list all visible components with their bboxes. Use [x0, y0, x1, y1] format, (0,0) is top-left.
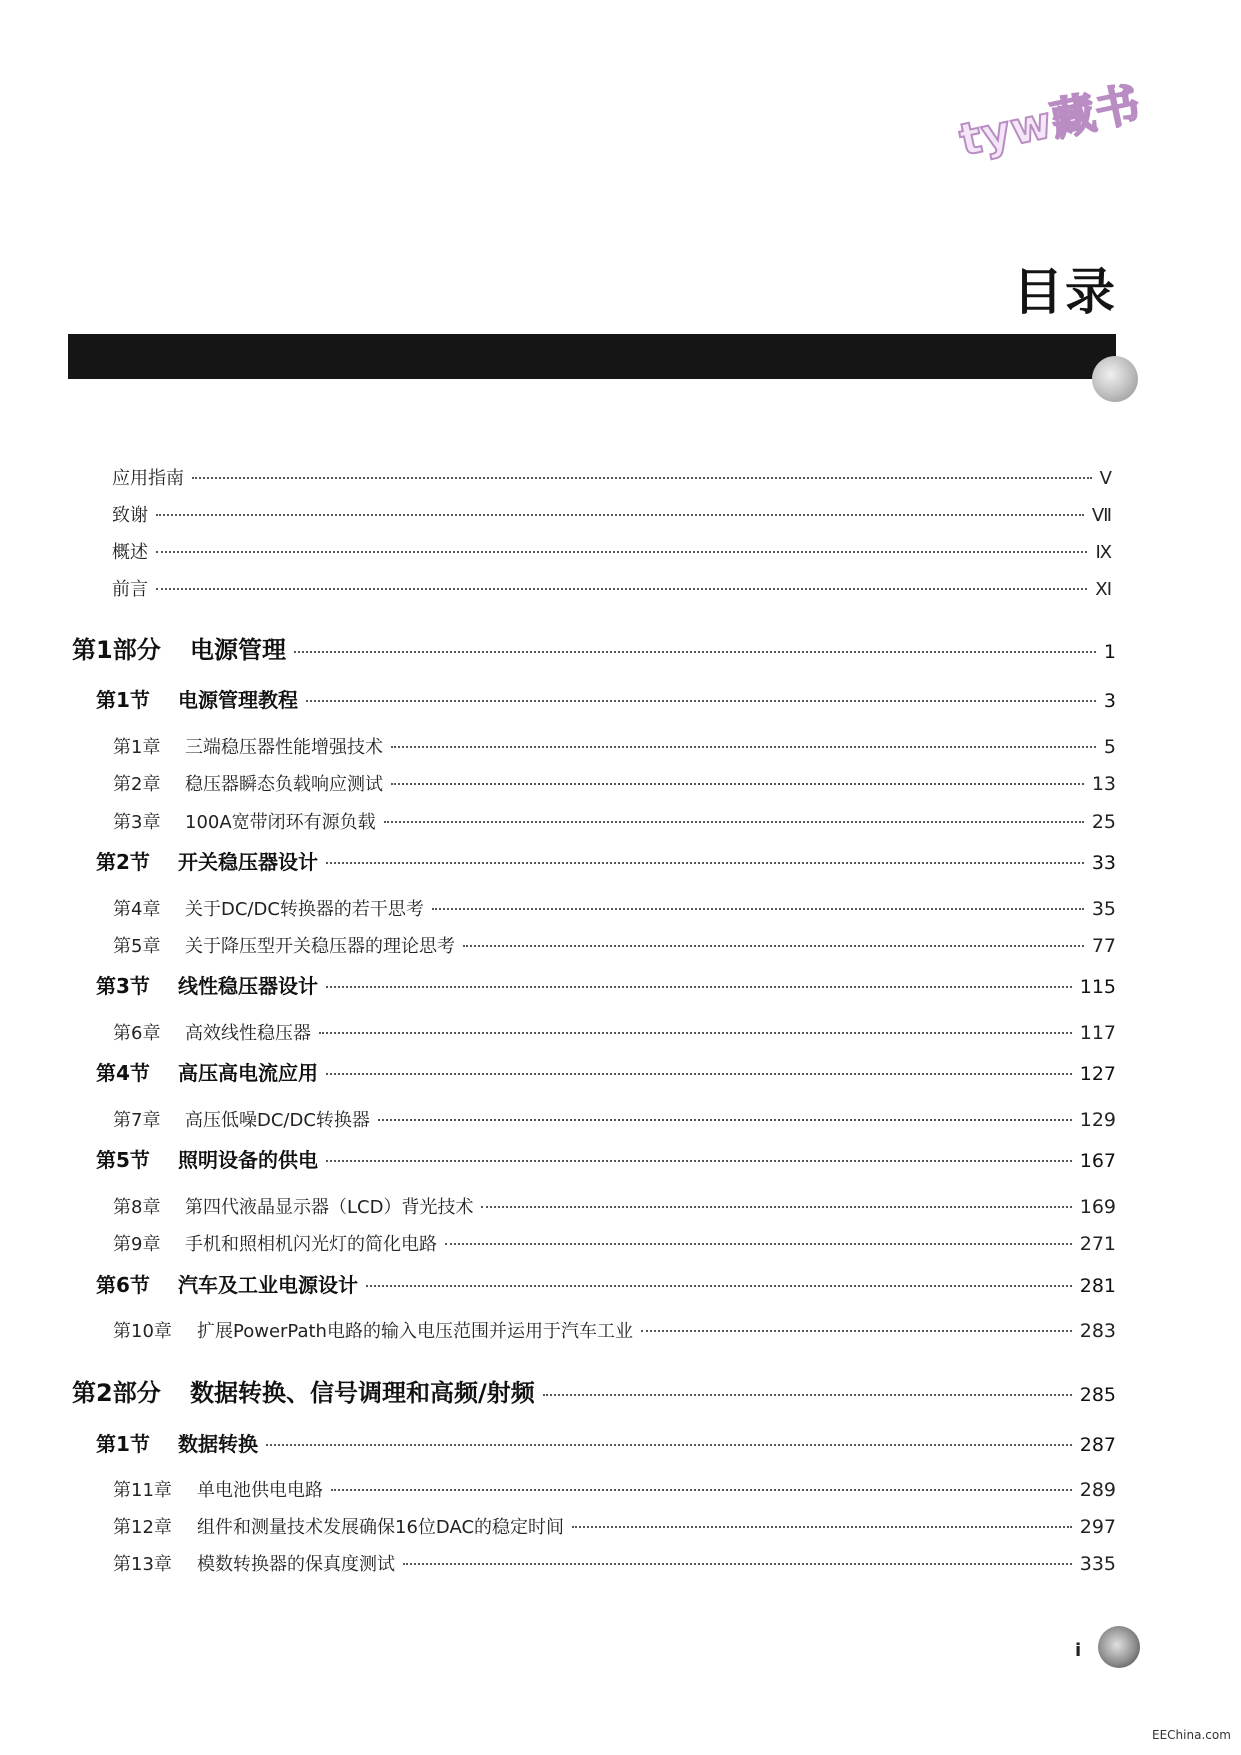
dot-leader: [481, 1206, 1071, 1208]
toc-part[interactable]: [72, 630, 1116, 665]
chapter-title: 手机和照相机闪光灯的简化电路: [185, 1234, 437, 1255]
toc-page: V: [1099, 468, 1112, 489]
dot-leader: [306, 700, 1096, 702]
chapter-number: 第8章: [113, 1197, 161, 1218]
toc-front-item[interactable]: [112, 464, 1112, 490]
dot-leader: [403, 1563, 1072, 1565]
toc-page: 5: [1103, 736, 1116, 758]
chapter-number: 第13章: [113, 1554, 172, 1575]
section-title: 线性稳压器设计: [178, 974, 318, 998]
toc-page: 25: [1091, 811, 1116, 833]
toc-section[interactable]: [96, 970, 1116, 999]
chapter-title: 关于DC/DC转换器的若干思考: [185, 899, 424, 920]
toc-section[interactable]: [96, 1144, 1116, 1173]
toc-chapter[interactable]: [113, 1317, 1116, 1343]
chapter-number: 第6章: [113, 1023, 161, 1044]
toc-page: 115: [1079, 976, 1116, 998]
toc-chapter[interactable]: [113, 770, 1116, 796]
chapter-title: 高效线性稳压器: [185, 1023, 311, 1044]
dot-leader: [266, 1444, 1072, 1446]
chapter-number: 第9章: [113, 1234, 161, 1255]
dot-leader: [319, 1032, 1072, 1034]
toc-chapter[interactable]: [113, 808, 1116, 834]
toc-page: 335: [1079, 1553, 1116, 1575]
toc-page: 3: [1103, 690, 1116, 712]
dot-leader: [366, 1285, 1072, 1287]
toc-page: 271: [1079, 1233, 1116, 1255]
toc-title: 概述: [112, 542, 148, 563]
part-title: 数据转换、信号调理和高频/射频: [190, 1379, 535, 1407]
toc-title: 应用指南: [112, 468, 184, 489]
part-number: 第2部分: [72, 1379, 161, 1407]
toc-page: 1: [1103, 641, 1116, 663]
watermark-stamp: tyw藏书: [955, 78, 1146, 167]
section-number: 第2节: [96, 850, 150, 874]
chapter-number: 第1章: [113, 737, 161, 758]
chapter-title: 稳压器瞬态负载响应测试: [185, 774, 383, 795]
toc-section[interactable]: [96, 1428, 1116, 1457]
dot-leader: [326, 1160, 1072, 1162]
toc-page: 117: [1079, 1022, 1116, 1044]
dot-leader: [156, 588, 1087, 590]
chapter-title: 组件和测量技术发展确保16位DAC的稳定时间: [197, 1517, 565, 1538]
chapter-title: 三端稳压器性能增强技术: [185, 737, 383, 758]
toc-section[interactable]: [96, 684, 1116, 713]
dot-leader: [326, 862, 1084, 864]
toc-page: 283: [1079, 1320, 1116, 1342]
chapter-title: 第四代液晶显示器（LCD）背光技术: [185, 1197, 474, 1218]
toc-page: 297: [1079, 1516, 1116, 1538]
toc-page: Ⅸ: [1095, 542, 1112, 563]
chapter-number: 第4章: [113, 899, 161, 920]
dot-leader: [326, 1073, 1072, 1075]
section-title: 高压高电流应用: [178, 1061, 318, 1085]
chapter-number: 第3章: [113, 812, 161, 833]
toc-chapter[interactable]: [113, 932, 1116, 958]
site-credit: EEChina.com: [1152, 1728, 1231, 1742]
toc-title: 致谢: [112, 505, 148, 526]
toc-section[interactable]: [96, 1057, 1116, 1086]
chapter-title: 模数转换器的保真度测试: [197, 1554, 395, 1575]
toc-section[interactable]: [96, 1269, 1116, 1298]
toc-page: 289: [1079, 1479, 1116, 1501]
decorative-circle: [1098, 1626, 1140, 1668]
section-title: 汽车及工业电源设计: [178, 1273, 358, 1297]
chapter-number: 第7章: [113, 1110, 161, 1131]
toc-page: 287: [1079, 1434, 1116, 1456]
toc-chapter[interactable]: [113, 1230, 1116, 1256]
dot-leader: [331, 1489, 1072, 1491]
chapter-title: 关于降压型开关稳压器的理论思考: [185, 936, 455, 957]
decorative-circle: [1092, 356, 1138, 402]
section-number: 第1节: [96, 688, 150, 712]
part-number: 第1部分: [72, 636, 161, 664]
chapter-number: 第12章: [113, 1517, 172, 1538]
toc-front-item[interactable]: [112, 538, 1112, 564]
chapter-number: 第5章: [113, 936, 161, 957]
dot-leader: [445, 1243, 1072, 1245]
dot-leader: [156, 551, 1087, 553]
toc-page: 35: [1091, 898, 1116, 920]
toc-chapter[interactable]: [113, 1193, 1116, 1219]
chapter-title: 扩展PowerPath电路的输入电压范围并运用于汽车工业: [197, 1321, 633, 1342]
section-title: 电源管理教程: [178, 688, 298, 712]
toc-page: Ⅺ: [1095, 579, 1112, 600]
title-bar: [68, 334, 1116, 379]
dot-leader: [463, 945, 1084, 947]
dot-leader: [378, 1119, 1072, 1121]
section-number: 第1节: [96, 1432, 150, 1456]
section-title: 开关稳压器设计: [178, 850, 318, 874]
toc-chapter[interactable]: [113, 1476, 1116, 1502]
section-title: 数据转换: [178, 1432, 258, 1456]
part-title: 电源管理: [190, 636, 286, 664]
chapter-number: 第2章: [113, 774, 161, 795]
toc-page: 13: [1091, 773, 1116, 795]
toc-chapter[interactable]: [113, 1106, 1116, 1132]
section-number: 第3节: [96, 974, 150, 998]
dot-leader: [641, 1330, 1072, 1332]
toc-page: 77: [1091, 935, 1116, 957]
toc-chapter[interactable]: [113, 895, 1116, 921]
section-number: 第5节: [96, 1148, 150, 1172]
dot-leader: [326, 986, 1072, 988]
dot-leader: [384, 821, 1084, 823]
toc-page: 281: [1079, 1275, 1116, 1297]
toc-page: 285: [1079, 1384, 1116, 1406]
chapter-title: 高压低噪DC/DC转换器: [185, 1110, 370, 1131]
toc-part[interactable]: [72, 1373, 1116, 1408]
dot-leader: [572, 1526, 1072, 1528]
chapter-title: 100A宽带闭环有源负载: [185, 812, 376, 833]
toc-page: 129: [1079, 1109, 1116, 1131]
toc-chapter[interactable]: [113, 1550, 1116, 1576]
toc-front-item[interactable]: [112, 575, 1112, 601]
chapter-title: 单电池供电电路: [197, 1480, 323, 1501]
dot-leader: [156, 514, 1084, 516]
toc-chapter[interactable]: [113, 733, 1116, 759]
dot-leader: [294, 651, 1096, 653]
toc-page: 169: [1079, 1196, 1116, 1218]
page-title: 目录: [1013, 263, 1117, 321]
section-number: 第4节: [96, 1061, 150, 1085]
toc-front-item[interactable]: [112, 501, 1112, 527]
chapter-number: 第11章: [113, 1480, 172, 1501]
dot-leader: [391, 783, 1084, 785]
toc-page: 127: [1079, 1063, 1116, 1085]
toc-title: 前言: [112, 579, 148, 600]
toc-chapter[interactable]: [113, 1513, 1116, 1539]
dot-leader: [543, 1394, 1072, 1396]
section-title: 照明设备的供电: [178, 1148, 318, 1172]
toc-page: 167: [1079, 1150, 1116, 1172]
page-number: i: [1075, 1640, 1082, 1661]
section-number: 第6节: [96, 1273, 150, 1297]
chapter-number: 第10章: [113, 1321, 172, 1342]
toc-page: 33: [1091, 852, 1116, 874]
toc-chapter[interactable]: [113, 1019, 1116, 1045]
toc-section[interactable]: [96, 846, 1116, 875]
dot-leader: [432, 908, 1084, 910]
dot-leader: [192, 477, 1092, 479]
dot-leader: [391, 746, 1096, 748]
toc-page: Ⅶ: [1091, 505, 1112, 526]
